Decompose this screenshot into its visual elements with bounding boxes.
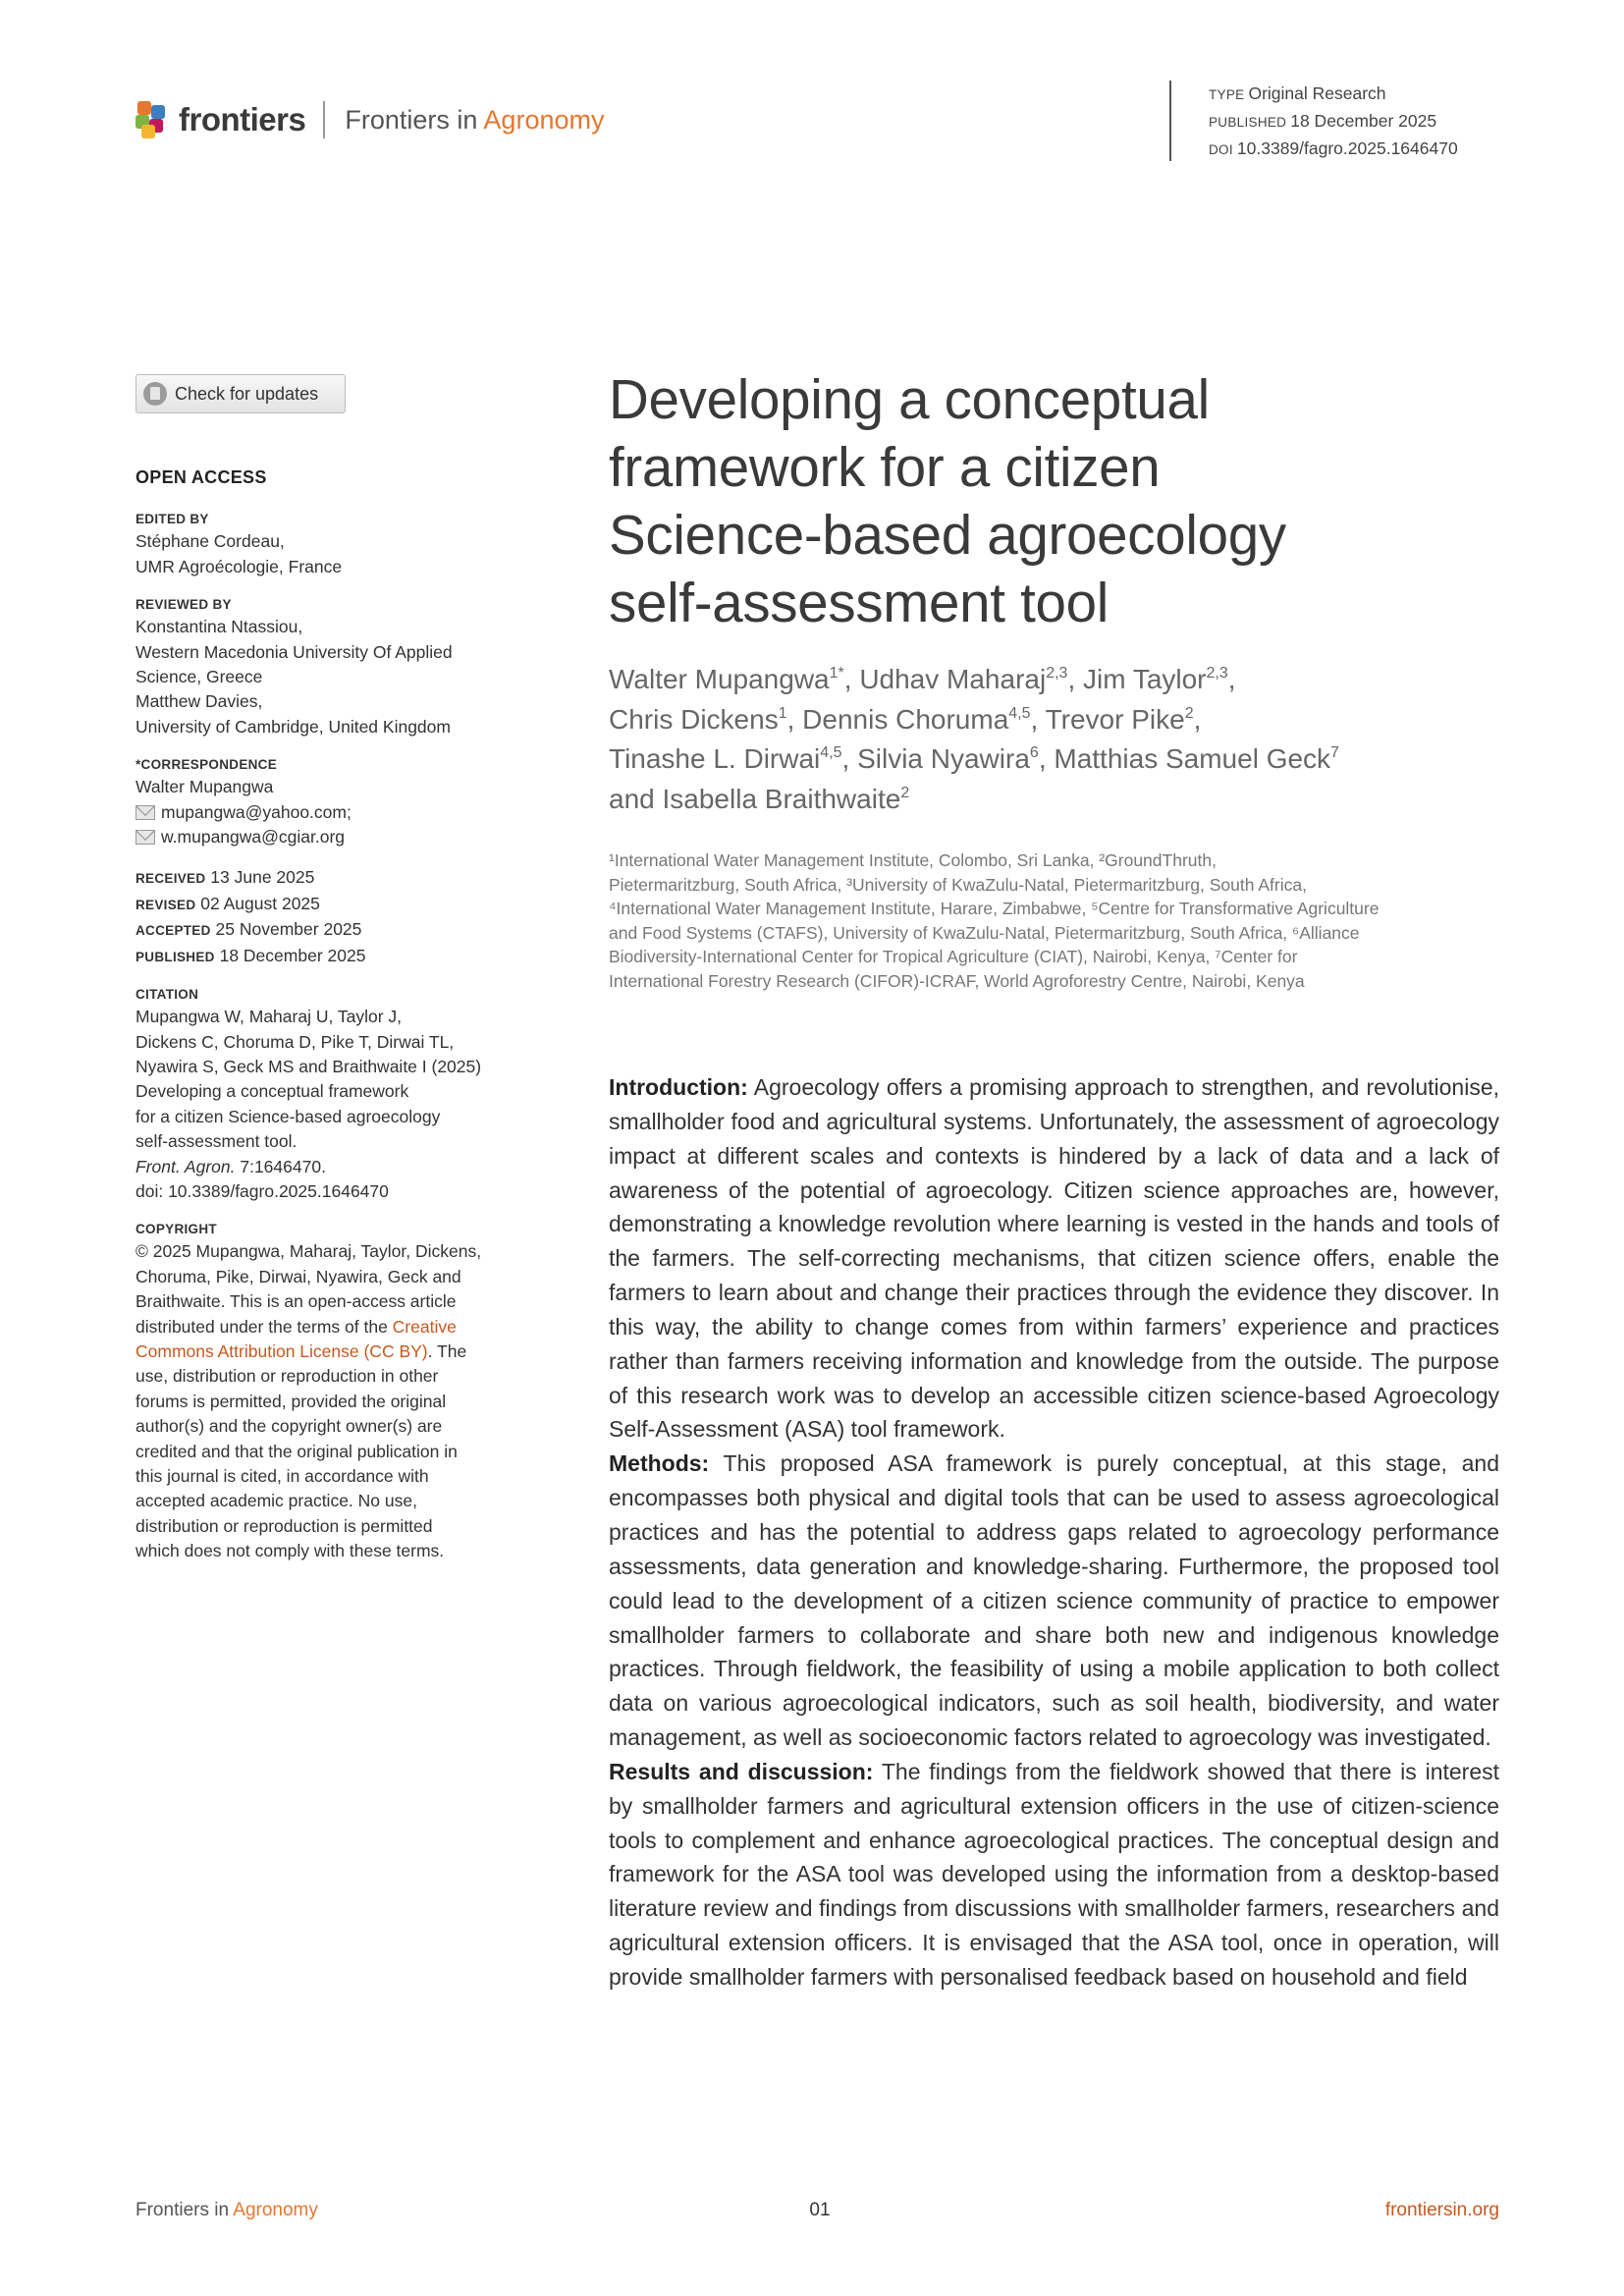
- copyright-line: use, distribution or reproduction in other: [135, 1366, 439, 1387]
- type-label: TYPE: [1209, 87, 1245, 102]
- date-published: [135, 944, 528, 969]
- edited-by-section: [135, 510, 528, 579]
- copyright-line: distribution or reproduction is permitted: [135, 1515, 433, 1536]
- citation-volume: 7:1646470.: [235, 1156, 326, 1176]
- author-name[interactable]: Tinashe L. Dirwai: [609, 743, 821, 774]
- author-affil: 1: [778, 704, 787, 722]
- citation-line: Nyawira S, Geck MS and Braithwaite I (2025): [135, 1056, 482, 1076]
- author-affil: 4,5: [820, 744, 842, 761]
- mail-icon: [135, 830, 155, 845]
- mail-icon: [135, 805, 155, 820]
- copyright-line: forums is permitted, provided the original: [135, 1391, 447, 1411]
- correspondence-name: Walter Mupangwa: [135, 777, 274, 797]
- title-line: Science-based agroecology: [609, 504, 1286, 566]
- type-value: Original Research: [1248, 83, 1386, 103]
- article-title: [609, 365, 1492, 636]
- author-name[interactable]: Matthias Samuel Geck: [1054, 743, 1331, 774]
- title-line: Developing a conceptual: [609, 368, 1210, 430]
- date-label: RECEIVED: [135, 871, 206, 887]
- title-line: self-assessment tool: [609, 572, 1109, 633]
- abstract-heading: Introduction:: [609, 1074, 748, 1100]
- author-line: Walter Mupangwa$^{1*}$, Udhav Maharaj$^{2,3}$, Jim Taylor$^{2,3}$,: [609, 664, 1236, 694]
- reviewer-line: Science, Greece: [135, 667, 263, 687]
- footer-journal-accent: Agronomy: [233, 2200, 318, 2220]
- title-line: framework for a citizen: [609, 436, 1161, 498]
- author-affil: 1*: [829, 665, 844, 682]
- footer-site-link[interactable]: frontiersin.org: [1384, 2200, 1499, 2220]
- author-name[interactable]: Jim Taylor: [1083, 664, 1207, 694]
- copyright-line: which does not comply with these terms.: [135, 1541, 445, 1561]
- author-affil: 2: [900, 784, 910, 801]
- citation-line: Mupangwa W, Maharaj U, Taylor J,: [135, 1007, 403, 1027]
- copyright-label: COPYRIGHT: [135, 1222, 217, 1237]
- author-affil: 2: [1184, 704, 1194, 722]
- edited-by-label: EDITED BY: [135, 512, 209, 527]
- affiliation-line: ¹International Water Management Institute, Colombo, Sri Lanka, ²GroundThruth,: [609, 850, 1217, 870]
- copyright-line: this journal is cited, in accordance with: [135, 1466, 429, 1486]
- check-for-updates-label: Check for updates: [175, 383, 319, 404]
- affiliation-line: ⁴International Water Management Institute, Harare, Zimbabwe, ⁵Centre for Transformative Agriculture: [609, 899, 1380, 919]
- author-affil: 4,5: [1008, 704, 1031, 722]
- published-value: 18 December 2025: [1290, 111, 1437, 131]
- journal-accent: Agronomy: [483, 104, 605, 135]
- frontiers-brand: frontiers: [179, 101, 306, 137]
- email-row[interactable]: [135, 800, 528, 825]
- author-line: Tinashe L. Dirwai$^{4,5}$, Silvia Nyawira$^6$, Matthias Samuel Geck$^7$: [609, 743, 1339, 774]
- citation-line: Developing a conceptual framework: [135, 1081, 409, 1102]
- copyright-text: distributed under the terms of the: [135, 1316, 393, 1337]
- correspondence-label: *CORRESPONDENCE: [135, 757, 278, 773]
- article-meta: [1169, 81, 1458, 161]
- dates-section: [135, 865, 528, 969]
- date-label: PUBLISHED: [135, 949, 215, 964]
- abstract-heading: Results and discussion:: [609, 1758, 874, 1784]
- copyright-line: Braithwaite. This is an open-access article: [135, 1291, 457, 1312]
- citation-line: Dickens C, Choruma D, Pike T, Dirwai TL,: [135, 1031, 455, 1052]
- reviewed-by-section: [135, 595, 528, 739]
- copyright-line: © 2025 Mupangwa, Maharaj, Taylor, Dickens,: [135, 1241, 482, 1262]
- abstract-heading: Methods:: [609, 1450, 710, 1477]
- affiliation-line: Pietermaritzburg, South Africa, ³University of KwaZulu-Natal, Pietermaritzburg, South Africa,: [609, 874, 1307, 895]
- date-received: [135, 865, 528, 891]
- published-label: PUBLISHED: [1209, 115, 1287, 130]
- author-name[interactable]: Isabella Braithwaite: [662, 783, 901, 814]
- reviewed-by-label: REVIEWED BY: [135, 597, 232, 613]
- copyright-license-line: [135, 1339, 528, 1364]
- editor-line: UMR Agroécologie, France: [135, 556, 343, 576]
- email-row[interactable]: [135, 825, 528, 849]
- journal-name: [345, 105, 604, 136]
- copyright-line: author(s) and the copyright owner(s) are: [135, 1416, 443, 1437]
- footer-journal[interactable]: [135, 2200, 318, 2221]
- doi-label: DOI: [1209, 142, 1233, 157]
- author-affil: 7: [1330, 744, 1339, 761]
- license-link[interactable]: Commons Attribution License (CC BY): [135, 1340, 428, 1361]
- abstract-methods: [609, 1447, 1499, 1755]
- abstract-introduction: [609, 1070, 1499, 1447]
- check-for-updates-button[interactable]: [135, 374, 346, 413]
- citation-journal: Front. Agron.: [135, 1156, 236, 1176]
- citation-label: CITATION: [135, 987, 199, 1003]
- affiliation-line: International Forestry Research (CIFOR)-ICRAF, World Agroforestry Centre, Nairobi, Kenya: [609, 970, 1305, 991]
- author-affil: 6: [1029, 744, 1039, 761]
- email-link[interactable]: mupangwa@yahoo.com;: [161, 801, 352, 822]
- date-accepted: [135, 917, 528, 943]
- copyright-line: Choruma, Pike, Dirwai, Nyawira, Geck and: [135, 1266, 461, 1286]
- copyright-text: . The: [427, 1340, 467, 1361]
- author-affil: 2,3: [1046, 665, 1068, 682]
- author-name[interactable]: Dennis Choruma: [802, 703, 1009, 735]
- published-date: [1209, 108, 1458, 136]
- affiliation-line: Biodiversity-International Center for Tropical Agriculture (CIAT), Nairobi, Kenya, ⁷Center for: [609, 947, 1298, 967]
- citation-doi[interactable]: doi: 10.3389/fagro.2025.1646470: [135, 1180, 389, 1201]
- page-number: 01: [809, 2200, 831, 2220]
- logo-divider: [323, 101, 325, 138]
- frontiers-logo-mark-icon: [135, 101, 169, 138]
- correspondence-section: [135, 755, 528, 849]
- abstract-text: Agroecology offers a promising approach to strengthen, and revolutionise, smallholder food and agricultural systems. Unfortunately, the assessment of agroecology impact at different scales and contexts is hindered by a lack of data and a lack of awareness of the potential of agroecology. Citizen science approaches are, however, demonstrating a knowledge revolution where learning is vested in the hands and tools of the farmers. The self-correcting mechanisms, that citizen science offers, enable the farmers to learn about and change their practices through the evidence they discover. In this way, the ability to change comes from within farmers’ experience and practices rather than farmers receiving information and knowledge from the outside. The purpose of this research work was to develop an accessible citizen science-based Agroecology Self-Assessment (ASA) tool framework.: [609, 1074, 1499, 1443]
- date-revised: [135, 892, 528, 917]
- author-line: and Isabella Braithwaite$^2$: [609, 783, 910, 814]
- date-label: ACCEPTED: [135, 923, 211, 939]
- bookmark-icon: [143, 382, 167, 406]
- abstract-text: The findings from the fieldwork showed that there is interest by smallholder farmers and agricultural extension officers in the use of citizen-science tools to complement and enhance agroecological practices. The conceptual design and framework for the ASA tool was developed using the information from a desktop-based literature review and findings from discussions with smallholder farmers, researchers and agricultural extension officers. It is envisaged that the ASA tool, once in operation, will provide smallholder farmers with personalised feedback based on household and field: [609, 1758, 1500, 1990]
- reviewer-line: University of Cambridge, United Kingdom: [135, 716, 451, 737]
- open-access-label: OPEN ACCESS: [135, 467, 267, 487]
- email-link[interactable]: w.mupangwa@cgiar.org: [161, 827, 346, 847]
- author-list: [609, 660, 1512, 819]
- copyright-license-line: [135, 1315, 528, 1339]
- author-affil: 2,3: [1206, 665, 1228, 682]
- copyright-line: credited and that the original publication in: [135, 1441, 458, 1461]
- license-link[interactable]: Creative: [392, 1316, 457, 1337]
- footer-journal-prefix: Frontiers in: [135, 2200, 230, 2220]
- date-value: 02 August 2025: [200, 893, 320, 913]
- citation-section: [135, 985, 528, 1204]
- citation-line: self-assessment tool.: [135, 1131, 298, 1152]
- doi-value[interactable]: 10.3389/fagro.2025.1646470: [1236, 138, 1458, 158]
- frontiers-logo[interactable]: [135, 95, 626, 144]
- reviewer-line: Western Macedonia University Of Applied: [135, 641, 453, 662]
- reviewer-line: Matthew Davies,: [135, 691, 263, 712]
- journal-prefix: Frontiers in: [345, 104, 478, 135]
- citation-line: for a citizen Science-based agroecology: [135, 1106, 441, 1126]
- author-name[interactable]: Walter Mupangwa: [609, 664, 830, 694]
- article-sidebar: [135, 465, 528, 1580]
- date-value: 18 December 2025: [219, 945, 366, 965]
- author-name[interactable]: Silvia Nyawira: [857, 743, 1030, 774]
- article-doi[interactable]: [1209, 136, 1458, 163]
- article-type: [1209, 81, 1458, 108]
- abstract-text: This proposed ASA framework is purely conceptual, at this stage, and encompasses both physical and digital tools that can be used to assess agroecological practices and has the potential to address gaps related to agroecology performance assessments, data generation and knowledge-sharing. Furthermore, the proposed tool could lead to the development of a citizen science community of practice to empower smallholder farmers to collaborate and share both new and indigenous knowledge practices. Through fieldwork, the feasibility of using a mobile application to both collect data on various agroecological indicators, such as soil health, biodiversity, and water management, as well as socioeconomic factors related to agroecology was investigated.: [609, 1450, 1499, 1751]
- citation-journal-line: [135, 1155, 528, 1179]
- date-value: 13 June 2025: [210, 867, 315, 888]
- author-name[interactable]: Udhav Maharaj: [859, 664, 1047, 694]
- affiliation-line: and Food Systems (CTAFS), University of KwaZulu-Natal, Pietermaritzburg, South Africa, ⁶Alliance: [609, 922, 1360, 943]
- copyright-line: accepted academic practice. No use,: [135, 1491, 417, 1511]
- affiliations: [609, 848, 1512, 994]
- abstract: [609, 1070, 1499, 1995]
- abstract-results: [609, 1755, 1499, 1995]
- author-name[interactable]: Chris Dickens: [609, 703, 779, 735]
- author-line: Chris Dickens$^1$, Dennis Choruma$^{4,5}$, Trevor Pike$^2$,: [609, 703, 1202, 735]
- date-value: 25 November 2025: [215, 919, 362, 940]
- copyright-section: [135, 1220, 528, 1563]
- editor-line: Stéphane Cordeau,: [135, 531, 285, 552]
- reviewer-line: Konstantina Ntassiou,: [135, 617, 303, 637]
- date-label: REVISED: [135, 897, 196, 912]
- author-name[interactable]: Trevor Pike: [1045, 703, 1185, 735]
